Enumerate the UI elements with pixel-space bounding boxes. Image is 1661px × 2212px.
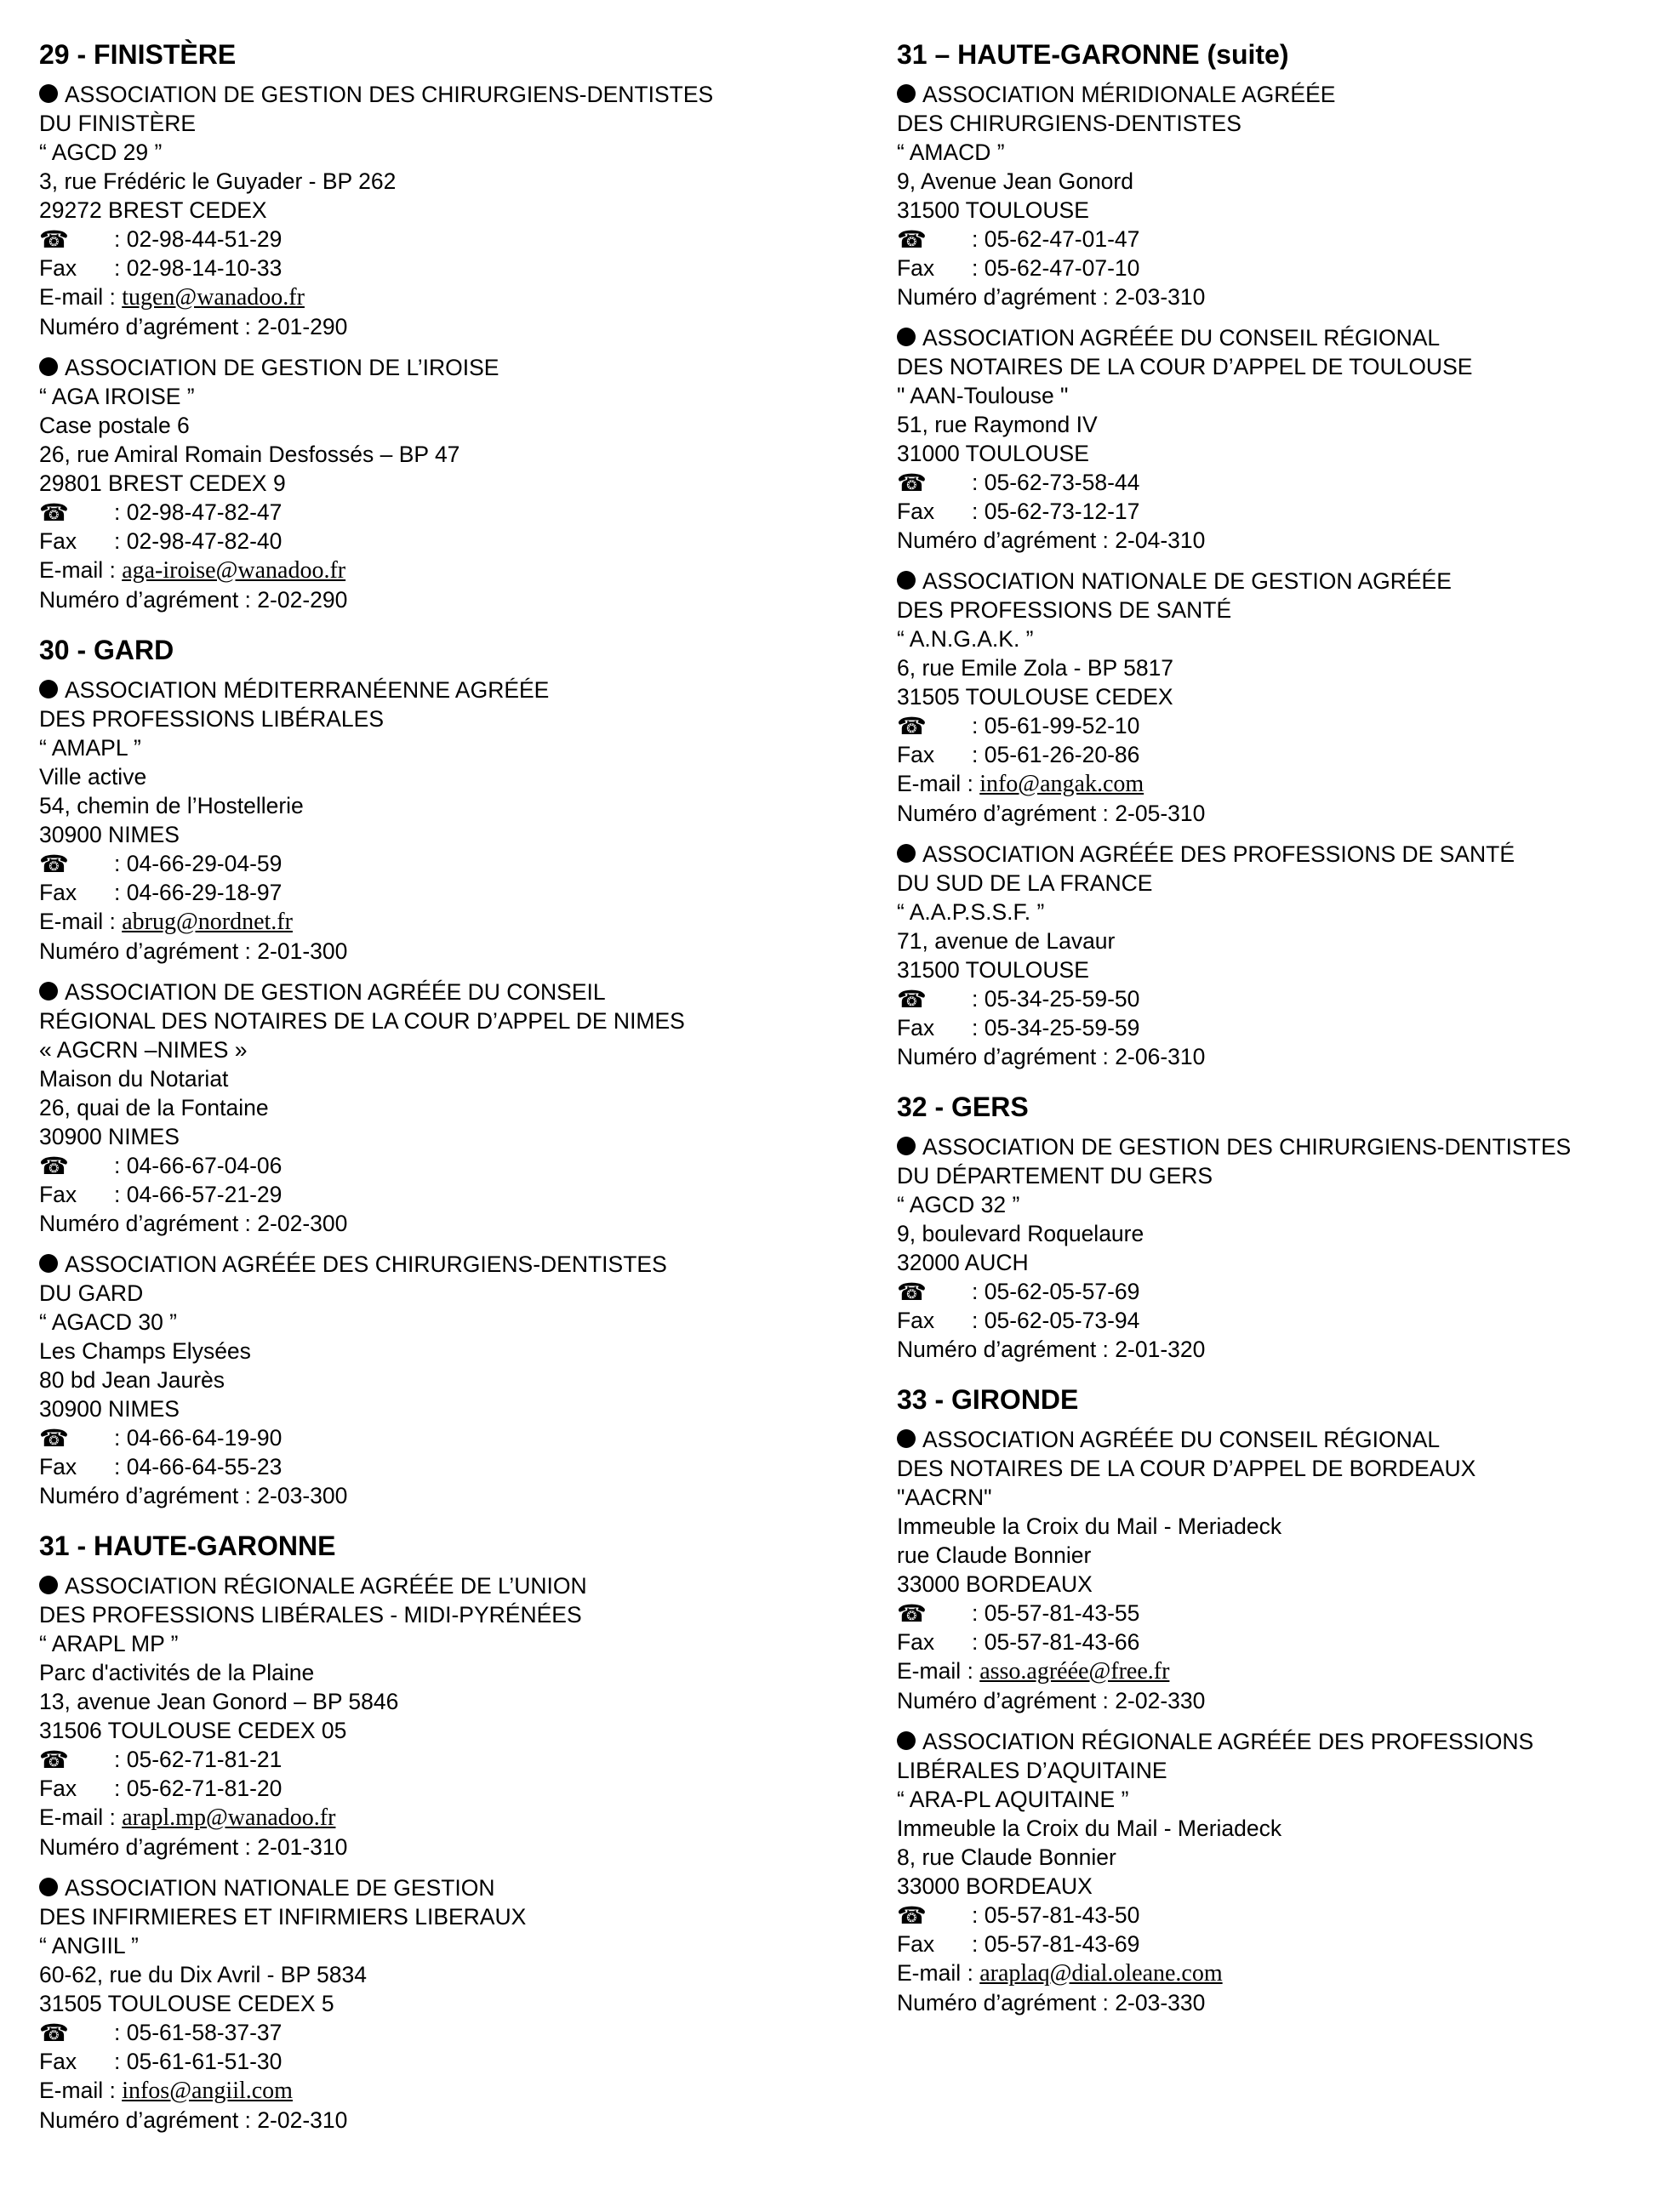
fax-number: : 02-98-47-82-40: [114, 528, 283, 554]
fax-label: Fax: [897, 1015, 935, 1040]
association-acronym: “ AGACD 30 ”: [39, 1309, 177, 1335]
bullet-icon: [897, 844, 916, 863]
association-entry: [897, 840, 1661, 1071]
association-name: ASSOCIATION NATIONALE DE GESTION: [65, 1875, 495, 1901]
fax-number: : 04-66-57-21-29: [114, 1182, 283, 1207]
address-line: rue Claude Bonnier: [897, 1542, 1092, 1568]
association-name: RÉGIONAL DES NOTAIRES DE LA COUR D’APPEL DE NIMES: [39, 1008, 685, 1034]
email-label: E-mail :: [39, 284, 116, 310]
address-line: Les Champs Elysées: [39, 1338, 251, 1364]
fax-line: [39, 2047, 805, 2076]
association-name-line: [39, 1902, 805, 1931]
email-link[interactable]: araplaq@dial.oleane.com: [979, 1960, 1223, 1987]
agrement-number: Numéro d’agrément : 2-02-310: [39, 2107, 348, 2133]
address-line: 6, rue Emile Zola - BP 5817: [897, 655, 1174, 681]
fax-line: [39, 878, 805, 907]
fax-number: : 04-66-64-55-23: [114, 1454, 283, 1479]
agrement-number: Numéro d’agrément : 2-01-310: [39, 1834, 348, 1860]
association-name: ASSOCIATION MÉRIDIONALE AGRÉÉE: [922, 82, 1336, 107]
association-acronym: « AGCRN –NIMES »: [39, 1037, 248, 1063]
association-name-line: [897, 1132, 1661, 1161]
phone-icon: ☎: [897, 470, 927, 496]
association-name: DU DÉPARTEMENT DU GERS: [897, 1163, 1213, 1189]
fax-line: [897, 497, 1661, 526]
phone-number: : 05-62-73-58-44: [972, 470, 1140, 495]
association-name-line: [897, 80, 1661, 109]
fax-line: [897, 254, 1661, 282]
address-line: 30900 NIMES: [39, 1124, 180, 1149]
phone-number: : 05-62-47-01-47: [972, 226, 1140, 252]
address-line: Immeuble la Croix du Mail - Meriadeck: [897, 1816, 1282, 1841]
address-line: 33000 BORDEAUX: [897, 1873, 1093, 1899]
department-section: [897, 1090, 1661, 1364]
department-title: 30 - GARD: [39, 635, 174, 665]
association-name-line: [39, 978, 805, 1006]
phone-icon: ☎: [897, 986, 927, 1012]
phone-icon: ☎: [897, 713, 927, 739]
address-line: 30900 NIMES: [39, 822, 180, 847]
phone-line: [897, 1901, 1661, 1930]
phone-line: [897, 1599, 1661, 1628]
bullet-icon: [39, 84, 58, 103]
email-line: [39, 556, 805, 585]
association-name: DES PROFESSIONS LIBÉRALES: [39, 706, 384, 732]
left-column: [39, 37, 805, 2153]
association-acronym: " AAN-Toulouse ": [897, 383, 1069, 408]
phone-line: [897, 225, 1661, 254]
department-section: [39, 37, 805, 614]
email-line: [39, 907, 805, 937]
agrement-number: Numéro d’agrément : 2-03-330: [897, 1990, 1206, 2015]
bullet-icon: [897, 571, 916, 590]
department-title: 33 - GIRONDE: [897, 1384, 1079, 1415]
address-line: 30900 NIMES: [39, 1396, 180, 1422]
association-name-line: [897, 1425, 1661, 1454]
bullet-icon: [897, 1429, 916, 1448]
fax-number: : 05-62-47-07-10: [972, 255, 1140, 281]
fax-label: Fax: [39, 1776, 77, 1801]
association-name-line: [897, 1161, 1661, 1190]
fax-label: Fax: [897, 1931, 935, 1957]
association-acronym: “ A.A.P.S.S.F. ”: [897, 899, 1045, 925]
association-name-line: [39, 1600, 805, 1629]
phone-icon: ☎: [39, 226, 69, 253]
association-name-line: [897, 1454, 1661, 1483]
address-line: 31505 TOULOUSE CEDEX: [897, 684, 1173, 710]
association-name: ASSOCIATION AGRÉÉE DU CONSEIL RÉGIONAL: [922, 325, 1441, 351]
fax-line: [897, 1306, 1661, 1335]
fax-number: : 05-62-05-73-94: [972, 1308, 1140, 1333]
association-entry: [39, 353, 805, 614]
fax-line: [39, 1180, 805, 1209]
phone-icon: ☎: [897, 1279, 927, 1305]
email-line: [39, 1803, 805, 1833]
email-label: E-mail :: [39, 909, 116, 934]
association-name: ASSOCIATION AGRÉÉE DES PROFESSIONS DE SANTÉ: [922, 841, 1515, 867]
fax-number: : 04-66-29-18-97: [114, 880, 283, 905]
address-line: Ville active: [39, 764, 147, 790]
address-line: 80 bd Jean Jaurès: [39, 1367, 225, 1393]
email-link[interactable]: tugen@wanadoo.fr: [122, 284, 305, 311]
fax-line: [897, 1013, 1661, 1042]
address-line: Immeuble la Croix du Mail - Meriadeck: [897, 1514, 1282, 1539]
fax-label: Fax: [897, 499, 935, 524]
address-line: 31506 TOULOUSE CEDEX 05: [39, 1718, 347, 1743]
association-acronym: “ A.N.G.A.K. ”: [897, 626, 1034, 652]
phone-line: [39, 2018, 805, 2047]
bullet-icon: [39, 1878, 58, 1896]
agrement-number: Numéro d’agrément : 2-01-300: [39, 938, 348, 964]
department-section: [897, 37, 1661, 1071]
phone-line: [897, 1277, 1661, 1306]
address-line: 29272 BREST CEDEX: [39, 197, 267, 223]
address-line: 31500 TOULOUSE: [897, 957, 1089, 983]
phone-number: : 04-66-29-04-59: [114, 851, 283, 876]
fax-line: [39, 254, 805, 282]
email-label: E-mail :: [897, 1658, 973, 1684]
agrement-number: Numéro d’agrément : 2-02-290: [39, 587, 348, 613]
bullet-icon: [39, 1576, 58, 1594]
association-name: DES NOTAIRES DE LA COUR D’APPEL DE BORDEAUX: [897, 1456, 1476, 1481]
association-name-line: [39, 676, 805, 704]
email-label: E-mail :: [39, 2078, 116, 2103]
phone-number: : 05-57-81-43-50: [972, 1902, 1140, 1928]
association-name: ASSOCIATION RÉGIONALE AGRÉÉE DES PROFESSIONS: [922, 1729, 1534, 1754]
association-name: ASSOCIATION DE GESTION DES CHIRURGIENS-DENTISTES: [922, 1134, 1572, 1160]
association-name: ASSOCIATION RÉGIONALE AGRÉÉE DE L’UNION: [65, 1573, 587, 1599]
address-line: 31000 TOULOUSE: [897, 441, 1089, 466]
address-line: 8, rue Claude Bonnier: [897, 1844, 1116, 1870]
association-entry: [39, 978, 805, 1238]
address-line: 9, boulevard Roquelaure: [897, 1221, 1144, 1246]
right-column: [897, 37, 1661, 2036]
bullet-icon: [897, 328, 916, 346]
address-line: 9, Avenue Jean Gonord: [897, 168, 1133, 194]
address-line: 31500 TOULOUSE: [897, 197, 1089, 223]
association-name: DES CHIRURGIENS-DENTISTES: [897, 111, 1241, 136]
association-name: ASSOCIATION DE GESTION AGRÉÉE DU CONSEIL: [65, 979, 606, 1005]
association-entry: [897, 1727, 1661, 2017]
association-name-line: [39, 1873, 805, 1902]
phone-number: : 05-62-71-81-21: [114, 1747, 283, 1772]
fax-line: [39, 1774, 805, 1803]
fax-number: : 05-62-71-81-20: [114, 1776, 283, 1801]
association-name: DES INFIRMIERES ET INFIRMIERS LIBERAUX: [39, 1904, 527, 1930]
address-line: Parc d'activités de la Plaine: [39, 1660, 315, 1685]
agrement-number: Numéro d’agrément : 2-03-310: [897, 284, 1206, 310]
association-name: DES NOTAIRES DE LA COUR D’APPEL DE TOULOUSE: [897, 354, 1473, 379]
association-acronym: “ AMAPL ”: [39, 735, 141, 761]
association-name: DES PROFESSIONS LIBÉRALES - MIDI-PYRÉNÉES: [39, 1602, 582, 1628]
fax-label: Fax: [39, 2049, 77, 2074]
phone-line: [39, 849, 805, 878]
agrement-number: Numéro d’agrément : 2-02-330: [897, 1688, 1206, 1713]
phone-number: : 05-61-58-37-37: [114, 2020, 283, 2045]
phone-number: : 02-98-44-51-29: [114, 226, 283, 252]
department-title: 31 – HAUTE-GARONNE (suite): [897, 39, 1289, 70]
agrement-number: Numéro d’agrément : 2-01-290: [39, 314, 348, 339]
fax-number: : 05-34-25-59-59: [972, 1015, 1140, 1040]
address-line: 54, chemin de l’Hostellerie: [39, 793, 304, 818]
association-name: DU GARD: [39, 1280, 144, 1306]
association-name: ASSOCIATION NATIONALE DE GESTION AGRÉÉE: [922, 568, 1452, 594]
phone-number: : 04-66-67-04-06: [114, 1153, 283, 1178]
address-line: Maison du Notariat: [39, 1066, 229, 1092]
department-title: 32 - GERS: [897, 1092, 1029, 1122]
address-line: 60-62, rue du Dix Avril - BP 5834: [39, 1962, 367, 1987]
bullet-icon: [39, 982, 58, 1001]
association-entry: [897, 1132, 1661, 1364]
association-name: DES PROFESSIONS DE SANTÉ: [897, 597, 1232, 623]
association-entry: [39, 1250, 805, 1510]
association-entry: [39, 1873, 805, 2135]
address-line: 26, quai de la Fontaine: [39, 1095, 269, 1120]
bullet-icon: [39, 357, 58, 376]
association-name-line: [39, 1250, 805, 1279]
phone-line: [39, 498, 805, 527]
email-line: [897, 769, 1661, 799]
email-link[interactable]: asso.agréée@free.fr: [979, 1658, 1170, 1685]
association-name: DU SUD DE LA FRANCE: [897, 870, 1153, 896]
phone-icon: ☎: [39, 1153, 69, 1179]
phone-number: : 05-62-05-57-69: [972, 1279, 1140, 1304]
phone-line: [897, 468, 1661, 497]
fax-number: : 05-57-81-43-69: [972, 1931, 1140, 1957]
department-section: [39, 633, 805, 1510]
association-name-line: [39, 109, 805, 138]
association-name: LIBÉRALES D’AQUITAINE: [897, 1758, 1167, 1783]
association-name-line: [39, 704, 805, 733]
bullet-icon: [39, 680, 58, 698]
fax-number: : 05-62-73-12-17: [972, 499, 1140, 524]
phone-line: [897, 711, 1661, 740]
phone-number: : 02-98-47-82-47: [114, 499, 283, 525]
address-line: 3, rue Frédéric le Guyader - BP 262: [39, 168, 397, 194]
phone-icon: ☎: [39, 2020, 69, 2046]
phone-icon: ☎: [39, 1425, 69, 1451]
agrement-number: Numéro d’agrément : 2-06-310: [897, 1044, 1206, 1069]
association-name: ASSOCIATION MÉDITERRANÉENNE AGRÉÉE: [65, 677, 550, 703]
fax-label: Fax: [897, 1308, 935, 1333]
association-acronym: “ AGA IROISE ”: [39, 384, 195, 409]
phone-number: : 05-34-25-59-50: [972, 986, 1140, 1012]
association-acronym: “ AMACD ”: [897, 140, 1005, 165]
association-name-line: [39, 1006, 805, 1035]
fax-line: [897, 1930, 1661, 1958]
fax-number: : 05-61-26-20-86: [972, 742, 1140, 767]
association-entry: [897, 567, 1661, 828]
fax-label: Fax: [39, 255, 77, 281]
association-entry: [39, 676, 805, 966]
email-link[interactable]: abrug@nordnet.fr: [122, 909, 293, 935]
association-acronym: “ AGCD 32 ”: [897, 1192, 1020, 1217]
association-name-line: [897, 109, 1661, 138]
address-line: 13, avenue Jean Gonord – BP 5846: [39, 1689, 399, 1714]
phone-line: [39, 1745, 805, 1774]
bullet-icon: [39, 1254, 58, 1273]
agrement-number: Numéro d’agrément : 2-05-310: [897, 801, 1206, 826]
email-line: [39, 2076, 805, 2106]
association-name-line: [897, 352, 1661, 381]
association-entry: [897, 80, 1661, 311]
email-link[interactable]: arapl.mp@wanadoo.fr: [122, 1804, 336, 1831]
phone-icon: ☎: [39, 1747, 69, 1773]
email-label: E-mail :: [39, 1804, 116, 1830]
address-line: Case postale 6: [39, 413, 190, 438]
email-label: E-mail :: [897, 1960, 973, 1986]
association-acronym: “ ARA-PL AQUITAINE ”: [897, 1787, 1129, 1812]
association-acronym: “ ARAPL MP ”: [39, 1631, 179, 1656]
phone-number: : 05-57-81-43-55: [972, 1600, 1140, 1626]
fax-number: : 05-61-61-51-30: [114, 2049, 283, 2074]
address-line: 26, rue Amiral Romain Desfossés – BP 47: [39, 442, 460, 467]
address-line: 51, rue Raymond IV: [897, 412, 1098, 437]
address-line: 29801 BREST CEDEX 9: [39, 470, 286, 496]
phone-icon: ☎: [897, 226, 927, 253]
association-name: ASSOCIATION AGRÉÉE DES CHIRURGIENS-DENTISTES: [65, 1251, 667, 1277]
agrement-number: Numéro d’agrément : 2-02-300: [39, 1211, 348, 1236]
association-name-line: [897, 840, 1661, 869]
fax-number: : 05-57-81-43-66: [972, 1629, 1140, 1655]
fax-label: Fax: [39, 1182, 77, 1207]
association-name-line: [39, 80, 805, 109]
association-name-line: [897, 869, 1661, 898]
phone-number: : 04-66-64-19-90: [114, 1425, 283, 1451]
address-line: 31505 TOULOUSE CEDEX 5: [39, 1991, 334, 2016]
association-name-line: [897, 1727, 1661, 1756]
department-section: [39, 1529, 805, 2135]
fax-label: Fax: [39, 528, 77, 554]
phone-icon: ☎: [39, 499, 69, 526]
bullet-icon: [897, 84, 916, 103]
fax-label: Fax: [39, 880, 77, 905]
fax-label: Fax: [39, 1454, 77, 1479]
association-entry: [39, 1571, 805, 1861]
address-line: 33000 BORDEAUX: [897, 1571, 1093, 1597]
fax-line: [897, 740, 1661, 769]
phone-line: [897, 984, 1661, 1013]
department-title: 31 - HAUTE-GARONNE: [39, 1531, 336, 1561]
association-name: ASSOCIATION AGRÉÉE DU CONSEIL RÉGIONAL: [922, 1427, 1441, 1452]
fax-line: [39, 527, 805, 556]
association-name-line: [897, 1756, 1661, 1785]
agrement-number: Numéro d’agrément : 2-03-300: [39, 1483, 348, 1508]
association-entry: [897, 323, 1661, 555]
association-name: ASSOCIATION DE GESTION DES CHIRURGIENS-DENTISTES: [65, 82, 714, 107]
fax-line: [897, 1628, 1661, 1656]
fax-number: : 02-98-14-10-33: [114, 255, 283, 281]
association-name-line: [897, 596, 1661, 624]
association-entry: [897, 1425, 1661, 1715]
bullet-icon: [897, 1137, 916, 1155]
bullet-icon: [897, 1731, 916, 1750]
phone-line: [39, 1423, 805, 1452]
fax-label: Fax: [897, 255, 935, 281]
email-label: E-mail :: [39, 557, 116, 583]
association-acronym: “ ANGIIL ”: [39, 1933, 139, 1958]
agrement-number: Numéro d’agrément : 2-04-310: [897, 527, 1206, 553]
association-acronym: "AACRN": [897, 1485, 992, 1510]
association-name-line: [39, 1279, 805, 1308]
address-line: 71, avenue de Lavaur: [897, 928, 1116, 954]
phone-line: [39, 1151, 805, 1180]
fax-line: [39, 1452, 805, 1481]
association-entry: [39, 80, 805, 341]
agrement-number: Numéro d’agrément : 2-01-320: [897, 1337, 1206, 1362]
association-name-line: [39, 353, 805, 382]
address-line: 32000 AUCH: [897, 1250, 1029, 1275]
association-name: DU FINISTÈRE: [39, 111, 197, 136]
fax-label: Fax: [897, 742, 935, 767]
phone-icon: ☎: [39, 851, 69, 877]
email-line: [897, 1958, 1661, 1988]
email-line: [39, 282, 805, 312]
association-acronym: “ AGCD 29 ”: [39, 140, 163, 165]
association-name-line: [39, 1571, 805, 1600]
phone-line: [39, 225, 805, 254]
association-name-line: [897, 323, 1661, 352]
phone-number: : 05-61-99-52-10: [972, 713, 1140, 738]
association-name: ASSOCIATION DE GESTION DE L’IROISE: [65, 355, 499, 380]
phone-icon: ☎: [897, 1600, 927, 1627]
email-link[interactable]: aga-iroise@wanadoo.fr: [122, 557, 346, 584]
department-section: [897, 1382, 1661, 2017]
email-label: E-mail :: [897, 771, 973, 796]
association-name-line: [897, 567, 1661, 596]
email-link[interactable]: info@angak.com: [979, 771, 1144, 797]
fax-label: Fax: [897, 1629, 935, 1655]
email-link[interactable]: infos@angiil.com: [122, 2078, 293, 2104]
department-title: 29 - FINISTÈRE: [39, 39, 237, 70]
email-line: [897, 1656, 1661, 1686]
phone-icon: ☎: [897, 1902, 927, 1929]
